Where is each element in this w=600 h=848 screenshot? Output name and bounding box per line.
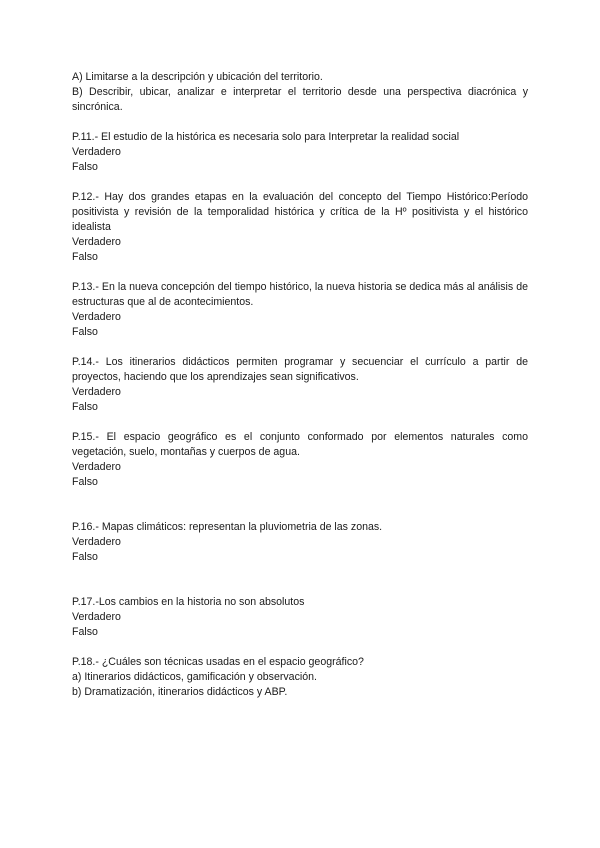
answer-option-b: b) Dramatización, itinerarios didácticos y ABP. [72,686,288,698]
document-page [72,70,528,700]
answer-option-true: Verdadero [72,146,121,158]
answer-option-false: Falso [72,326,98,338]
intro-option-b: B) Describir, ubicar, analizar e interpretar el territorio desde una perspectiva diacrónica y sincrónica. [72,86,528,113]
answer-option-a: a) Itinerarios didácticos, gamificación y observación. [72,671,317,683]
answer-option-true: Verdadero [72,386,121,398]
answer-option-false: Falso [72,476,98,488]
question-p13: P.13.- En la nueva concepción del tiempo histórico, la nueva historia se dedica más al análisis de estructuras que al de acontecimientos. [72,281,528,308]
answer-option-true: Verdadero [72,461,121,473]
question-p18: P.18.- ¿Cuáles son técnicas usadas en el espacio geográfico? [72,656,364,668]
answer-option-true: Verdadero [72,536,121,548]
question-p15: P.15.- El espacio geográfico es el conjunto conformado por elementos naturales como vegetación, suelo, montañas y cuerpos de agua. [72,431,528,458]
question-p14: P.14.- Los itinerarios didácticos permiten programar y secuenciar el currículo a partir de proyectos, haciendo que los aprendizajes sean significativos. [72,356,528,383]
answer-option-false: Falso [72,161,98,173]
question-p12: P.12.- Hay dos grandes etapas en la evaluación del concepto del Tiempo Histórico:Período positivista y revisión de la temporalidad histórica y crítica de la Hº positivista y el histórico idealista [72,191,528,233]
answer-option-true: Verdadero [72,236,121,248]
answer-option-true: Verdadero [72,611,121,623]
answer-option-false: Falso [72,551,98,563]
question-p17: P.17.-Los cambios en la historia no son absolutos [72,596,305,608]
answer-option-true: Verdadero [72,311,121,323]
answer-option-false: Falso [72,251,98,263]
question-p16: P.16.- Mapas climáticos: representan la pluviometria de las zonas. [72,521,383,533]
answer-option-false: Falso [72,626,98,638]
question-p11: P.11.- El estudio de la histórica es necesaria solo para Interpretar la realidad social [72,131,460,143]
intro-option-a: A) Limitarse a la descripción y ubicación del territorio. [72,71,323,83]
answer-option-false: Falso [72,401,98,413]
